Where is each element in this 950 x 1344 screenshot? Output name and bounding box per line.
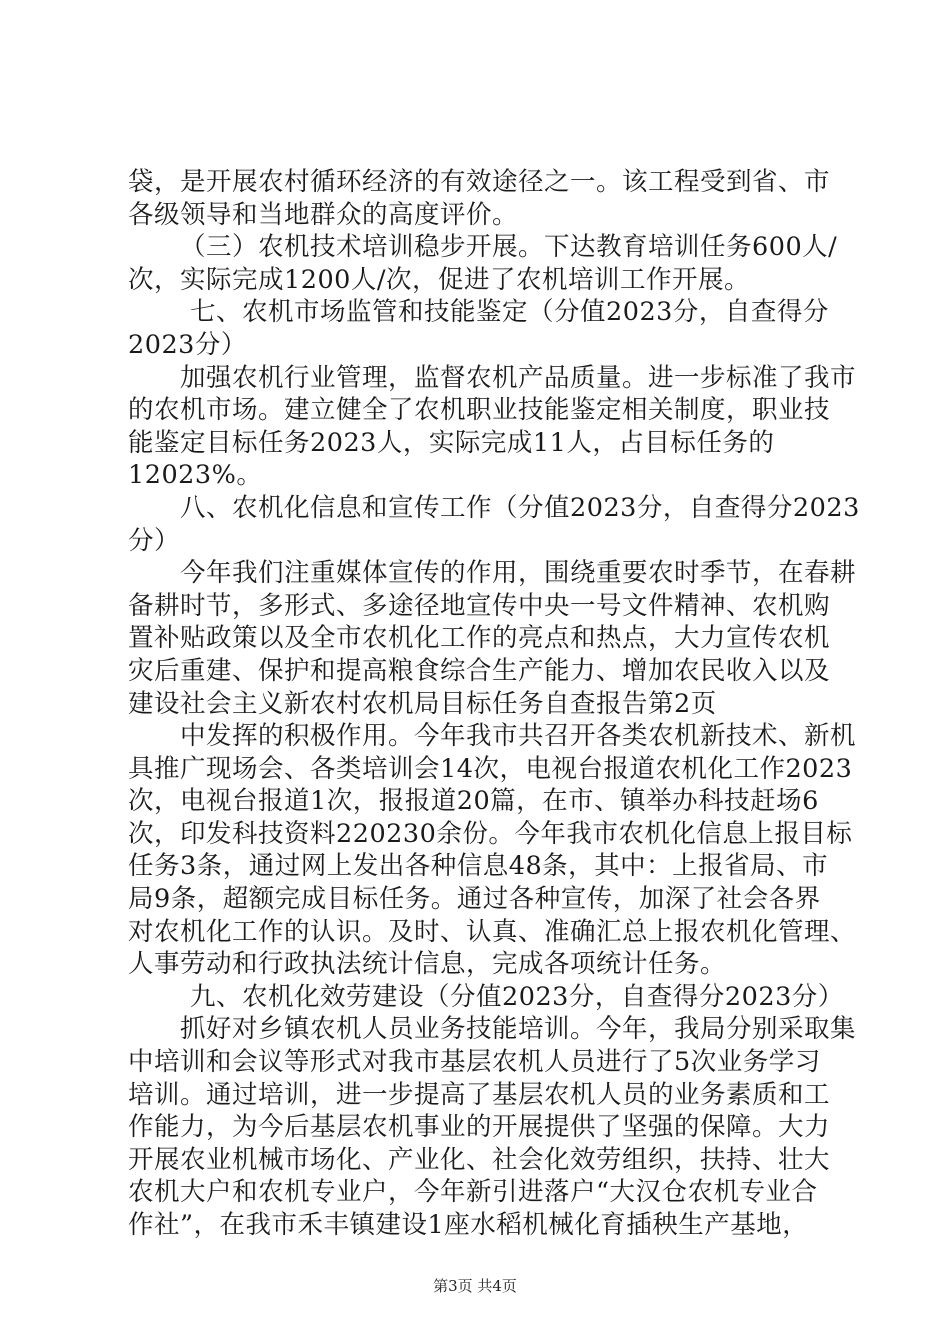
text-line: 局9条，超额完成目标任务。通过各种宣传，加深了社会各界: [128, 884, 821, 915]
page-footer: [0, 1276, 950, 1296]
paragraph-start: 抓好对乡镇农机人员业务技能培训。今年，我局分别采取集: [180, 1014, 857, 1045]
text-line: 灾后重建、保护和提高粮食综合生产能力、增加农民收入以及: [128, 655, 831, 686]
section-heading: 九、农机化效劳建设（分值2023分，自查得分2023分）: [190, 981, 844, 1012]
text-line: 农机大户和农机专业户，今年新引进落户“大汉仓农机专业合: [128, 1177, 818, 1208]
text-line: 次，实际完成1200人/次，促进了农机培训工作开展。: [128, 264, 750, 295]
section-heading-continued: 2023分）: [128, 329, 247, 360]
paragraph-start: 加强农机行业管理，监督农机产品质量。进一步标准了我市: [180, 362, 857, 393]
paragraph-start: 中发挥的积极作用。今年我市共召开各类农机新技术、新机: [180, 721, 857, 752]
text-line: 次，电视台报道1次，报报道20篇，在市、镇举办科技赶场6: [128, 786, 819, 817]
text-line: 培训。通过培训，进一步提高了基层农机人员的业务素质和工: [128, 1079, 831, 1110]
text-line: 备耕时节，多形式、多途径地宣传中央一号文件精神、农机购: [128, 590, 831, 621]
text-line: 建设社会主义新农村农机局目标任务自查报告第2页: [128, 688, 717, 719]
text-line: 各级领导和当地群众的高度评价。: [128, 199, 519, 230]
section-heading: 七、农机市场监管和技能鉴定（分值2023分，自查得分: [190, 297, 829, 328]
text-line: 作能力，为今后基层农机事业的开展提供了坚强的保障。大力: [128, 1112, 831, 1143]
paragraph-start: 今年我们注重媒体宣传的作用，围绕重要农时季节，在春耕: [180, 558, 857, 589]
text-line: 具推广现场会、各类培训会14次，电视台报道农机化工作2023: [128, 753, 853, 784]
page-number: 第3页 共4页: [433, 1277, 517, 1295]
section-heading-continued: 分）: [128, 525, 181, 556]
text-line: 能鉴定目标任务2023人，实际完成11人，占目标任务的: [128, 427, 775, 458]
section-heading: 八、农机化信息和宣传工作（分值2023分，自查得分2023: [180, 492, 860, 523]
text-line: 12023%。: [128, 460, 263, 491]
text-line: 置补贴政策以及全市农机化工作的亮点和热点，大力宣传农机: [128, 623, 831, 654]
text-line: 开展农业机械市场化、产业化、社会化效劳组织，扶持、壮大: [128, 1144, 831, 1175]
text-line: 中培训和会议等形式对我市基层农机人员进行了5次业务学习: [128, 1047, 821, 1078]
text-line: 任务3条，通过网上发出各种信息48条，其中：上报省局、市: [128, 851, 829, 882]
section-subheading: （三）农机技术培训稳步开展。下达教育培训任务600人/: [180, 232, 838, 263]
text-line: 次，印发科技资料220230余份。今年我市农机化信息上报目标: [128, 818, 853, 849]
document-body: [128, 166, 860, 1242]
text-line: 袋，是开展农村循环经济的有效途径之一。该工程受到省、市: [128, 167, 831, 197]
text-line: 的农机市场。建立健全了农机职业技能鉴定相关制度，职业技: [128, 395, 831, 426]
text-line: 人事劳动和行政执法统计信息，完成各项统计任务。: [128, 949, 727, 980]
text-line: 对农机化工作的认识。及时、认真、准确汇总上报农机化管理、: [128, 916, 857, 947]
text-line: 作社”，在我市禾丰镇建设1座水稻机械化育插秧生产基地，: [128, 1210, 809, 1240]
